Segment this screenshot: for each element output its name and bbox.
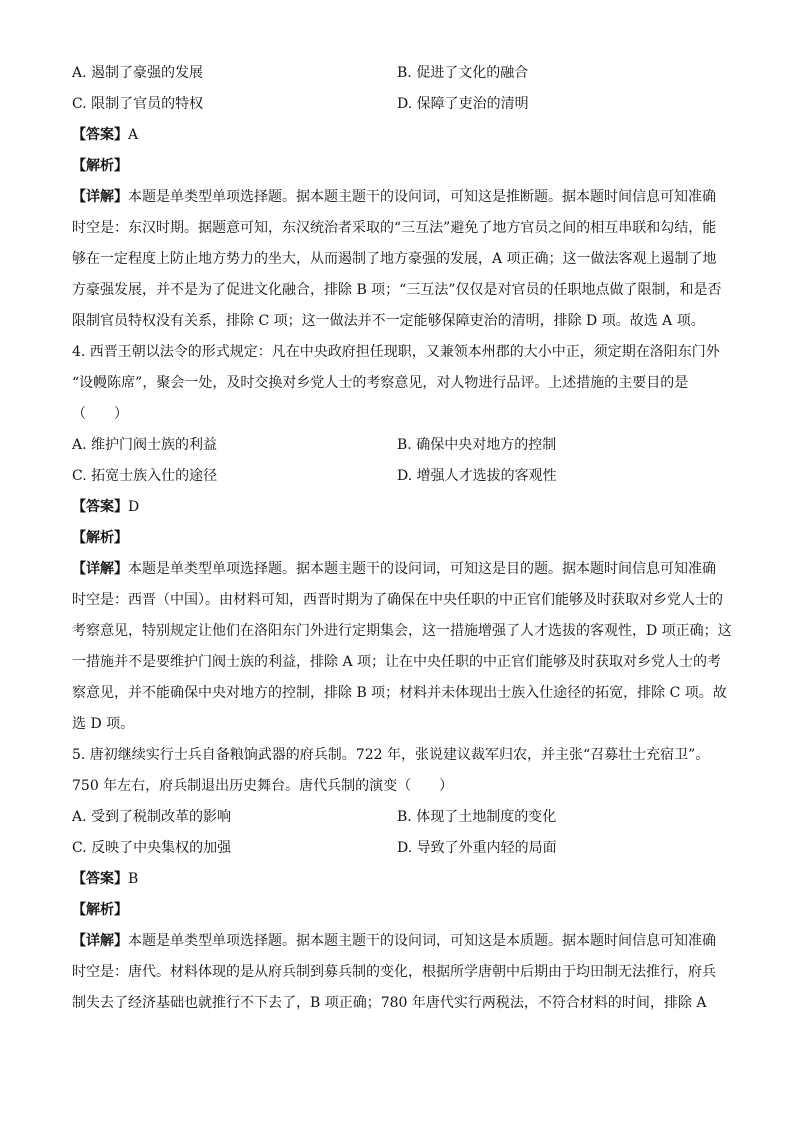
- q5-answer: [72, 864, 722, 895]
- q4-option-c: C. 拓宽士族入仕的途径: [72, 468, 218, 484]
- detail-line: 够在一定程度上防止地方势力的坐大，从而遏制了地方豪强的发展，A 项正确；这一做法客观上遏制了地: [72, 251, 717, 267]
- stem-line: （ ）: [72, 406, 128, 422]
- q5-analysis-heading: 【解析】: [72, 902, 128, 918]
- stem-line: 5. 唐初继续实行士兵自备粮饷武器的府兵制。722 年，张说建议裁军归农，并主张“召募壮士充宿卫”。: [72, 747, 710, 763]
- q4-option-a: A. 维护门阀士族的利益: [72, 437, 218, 453]
- answer-value: D: [128, 499, 140, 515]
- detail-line: 方豪强发展，并不是为了促进文化融合，排除 B 项；“三互法”仅仅是对官员的任职地点做了限制，和是否: [72, 282, 722, 298]
- q4-stem: [72, 337, 722, 430]
- stem-line: 4. 西晋王朝以法令的形式规定：凡在中央政府担任现职，又兼领本州郡的大小中正，须定期在洛阳东门外: [72, 344, 720, 360]
- q4-option-d: D. 增强人才选拔的客观性: [397, 468, 557, 484]
- q5-options-row-2: [72, 833, 722, 864]
- detail-tag: 【详解】: [72, 561, 128, 577]
- detail-line: 时空是：西晋（中国）。由材料可知，西晋时期为了确保在中央任职的中正官们能够及时获取对乡党人士的: [72, 592, 723, 608]
- q5-option-b: B. 体现了土地制度的变化: [397, 809, 557, 825]
- q4-option-b: B. 确保中央对地方的控制: [397, 437, 557, 453]
- document-page: [72, 58, 732, 1019]
- detail-text: 本题是单类型单项选择题。据本题主题干的设问词，可知这是本质题。据本题时间信息可知准确: [128, 933, 716, 949]
- q4-options-row-2: [72, 461, 722, 492]
- detail-line: 时空是：东汉时期。据题意可知，东汉统治者采取的“三互法”避免了地方官员之间的相互串联和勾结，能: [72, 220, 717, 236]
- detail-line: 察意见，并不能确保中央对地方的控制，排除 B 项；材料并未体现出士族入仕途径的拓宽，排除 C 项。故: [72, 685, 727, 701]
- answer-tag: 【答案】: [72, 499, 128, 515]
- detail-line: 限制官员特权没有关系，排除 C 项；这一做法并不一定能够保障吏治的清明，排除 D 项。故选 A 项。: [72, 313, 705, 329]
- stem-line: “设幔陈席”，聚会一处，及时交换对乡党人士的考察意见，对人物进行品评。上述措施的主要目的是: [72, 375, 689, 391]
- q5-option-c: C. 反映了中央集权的加强: [72, 840, 232, 856]
- stem-line: 750 年左右，府兵制退出历史舞台。唐代兵制的演变（ ）: [72, 778, 454, 794]
- answer-tag: 【答案】: [72, 127, 128, 143]
- q5-detail: [72, 926, 722, 1019]
- detail-line: 时空是：唐代。材料体现的是从府兵制到募兵制的变化，根据所学唐朝中后期由于均田制无法推行，府兵: [72, 964, 716, 980]
- q4-options-row-1: [72, 430, 722, 461]
- q5-option-d: D. 导致了外重内轻的局面: [397, 840, 557, 856]
- q3-options-row-2: [72, 89, 722, 120]
- q4-answer: [72, 492, 722, 523]
- answer-value: B: [128, 871, 139, 887]
- answer-tag: 【答案】: [72, 871, 128, 887]
- q4-detail: [72, 554, 732, 740]
- q5-option-a: A. 受到了税制改革的影响: [72, 809, 232, 825]
- q3-detail: [72, 182, 722, 337]
- detail-line: 考察意见，特别规定让他们在洛阳东门外进行定期集会，这一措施增强了人才选拔的客观性，D 项正确；这: [72, 623, 732, 639]
- q3-option-b: B. 促进了文化的融合: [397, 65, 529, 81]
- q5-options-row-1: [72, 802, 722, 833]
- detail-line: 一措施并不是要维护门阀士族的利益，排除 A 项；让在中央任职的中正官们能够及时获取对乡党人士的考: [72, 654, 722, 670]
- detail-tag: 【详解】: [72, 933, 128, 949]
- detail-line: [72, 554, 722, 585]
- detail-line: 制失去了经济基础也就推行不下去了，B 项正确；780 年唐代实行两税法，不符合材料的时间，排除 A: [72, 995, 707, 1011]
- q3-option-a: A. 遏制了豪强的发展: [72, 65, 204, 81]
- detail-line: [72, 926, 722, 957]
- detail-line: [72, 182, 722, 213]
- detail-tag: 【详解】: [72, 189, 128, 205]
- q3-option-c: C. 限制了官员的特权: [72, 96, 204, 112]
- detail-text: 本题是单类型单项选择题。据本题主题干的设问词，可知这是目的题。据本题时间信息可知准确: [128, 561, 716, 577]
- q3-analysis-heading: 【解析】: [72, 158, 128, 174]
- q3-answer: [72, 120, 722, 151]
- q3-option-d: D. 保障了吏治的清明: [397, 96, 529, 112]
- detail-line: 选 D 项。: [72, 716, 135, 732]
- q4-analysis-heading: 【解析】: [72, 530, 128, 546]
- answer-value: A: [128, 127, 139, 143]
- detail-text: 本题是单类型单项选择题。据本题主题干的设问词，可知这是推断题。据本题时间信息可知准确: [128, 189, 716, 205]
- q3-options-row-1: [72, 58, 722, 89]
- q5-stem: [72, 740, 722, 802]
